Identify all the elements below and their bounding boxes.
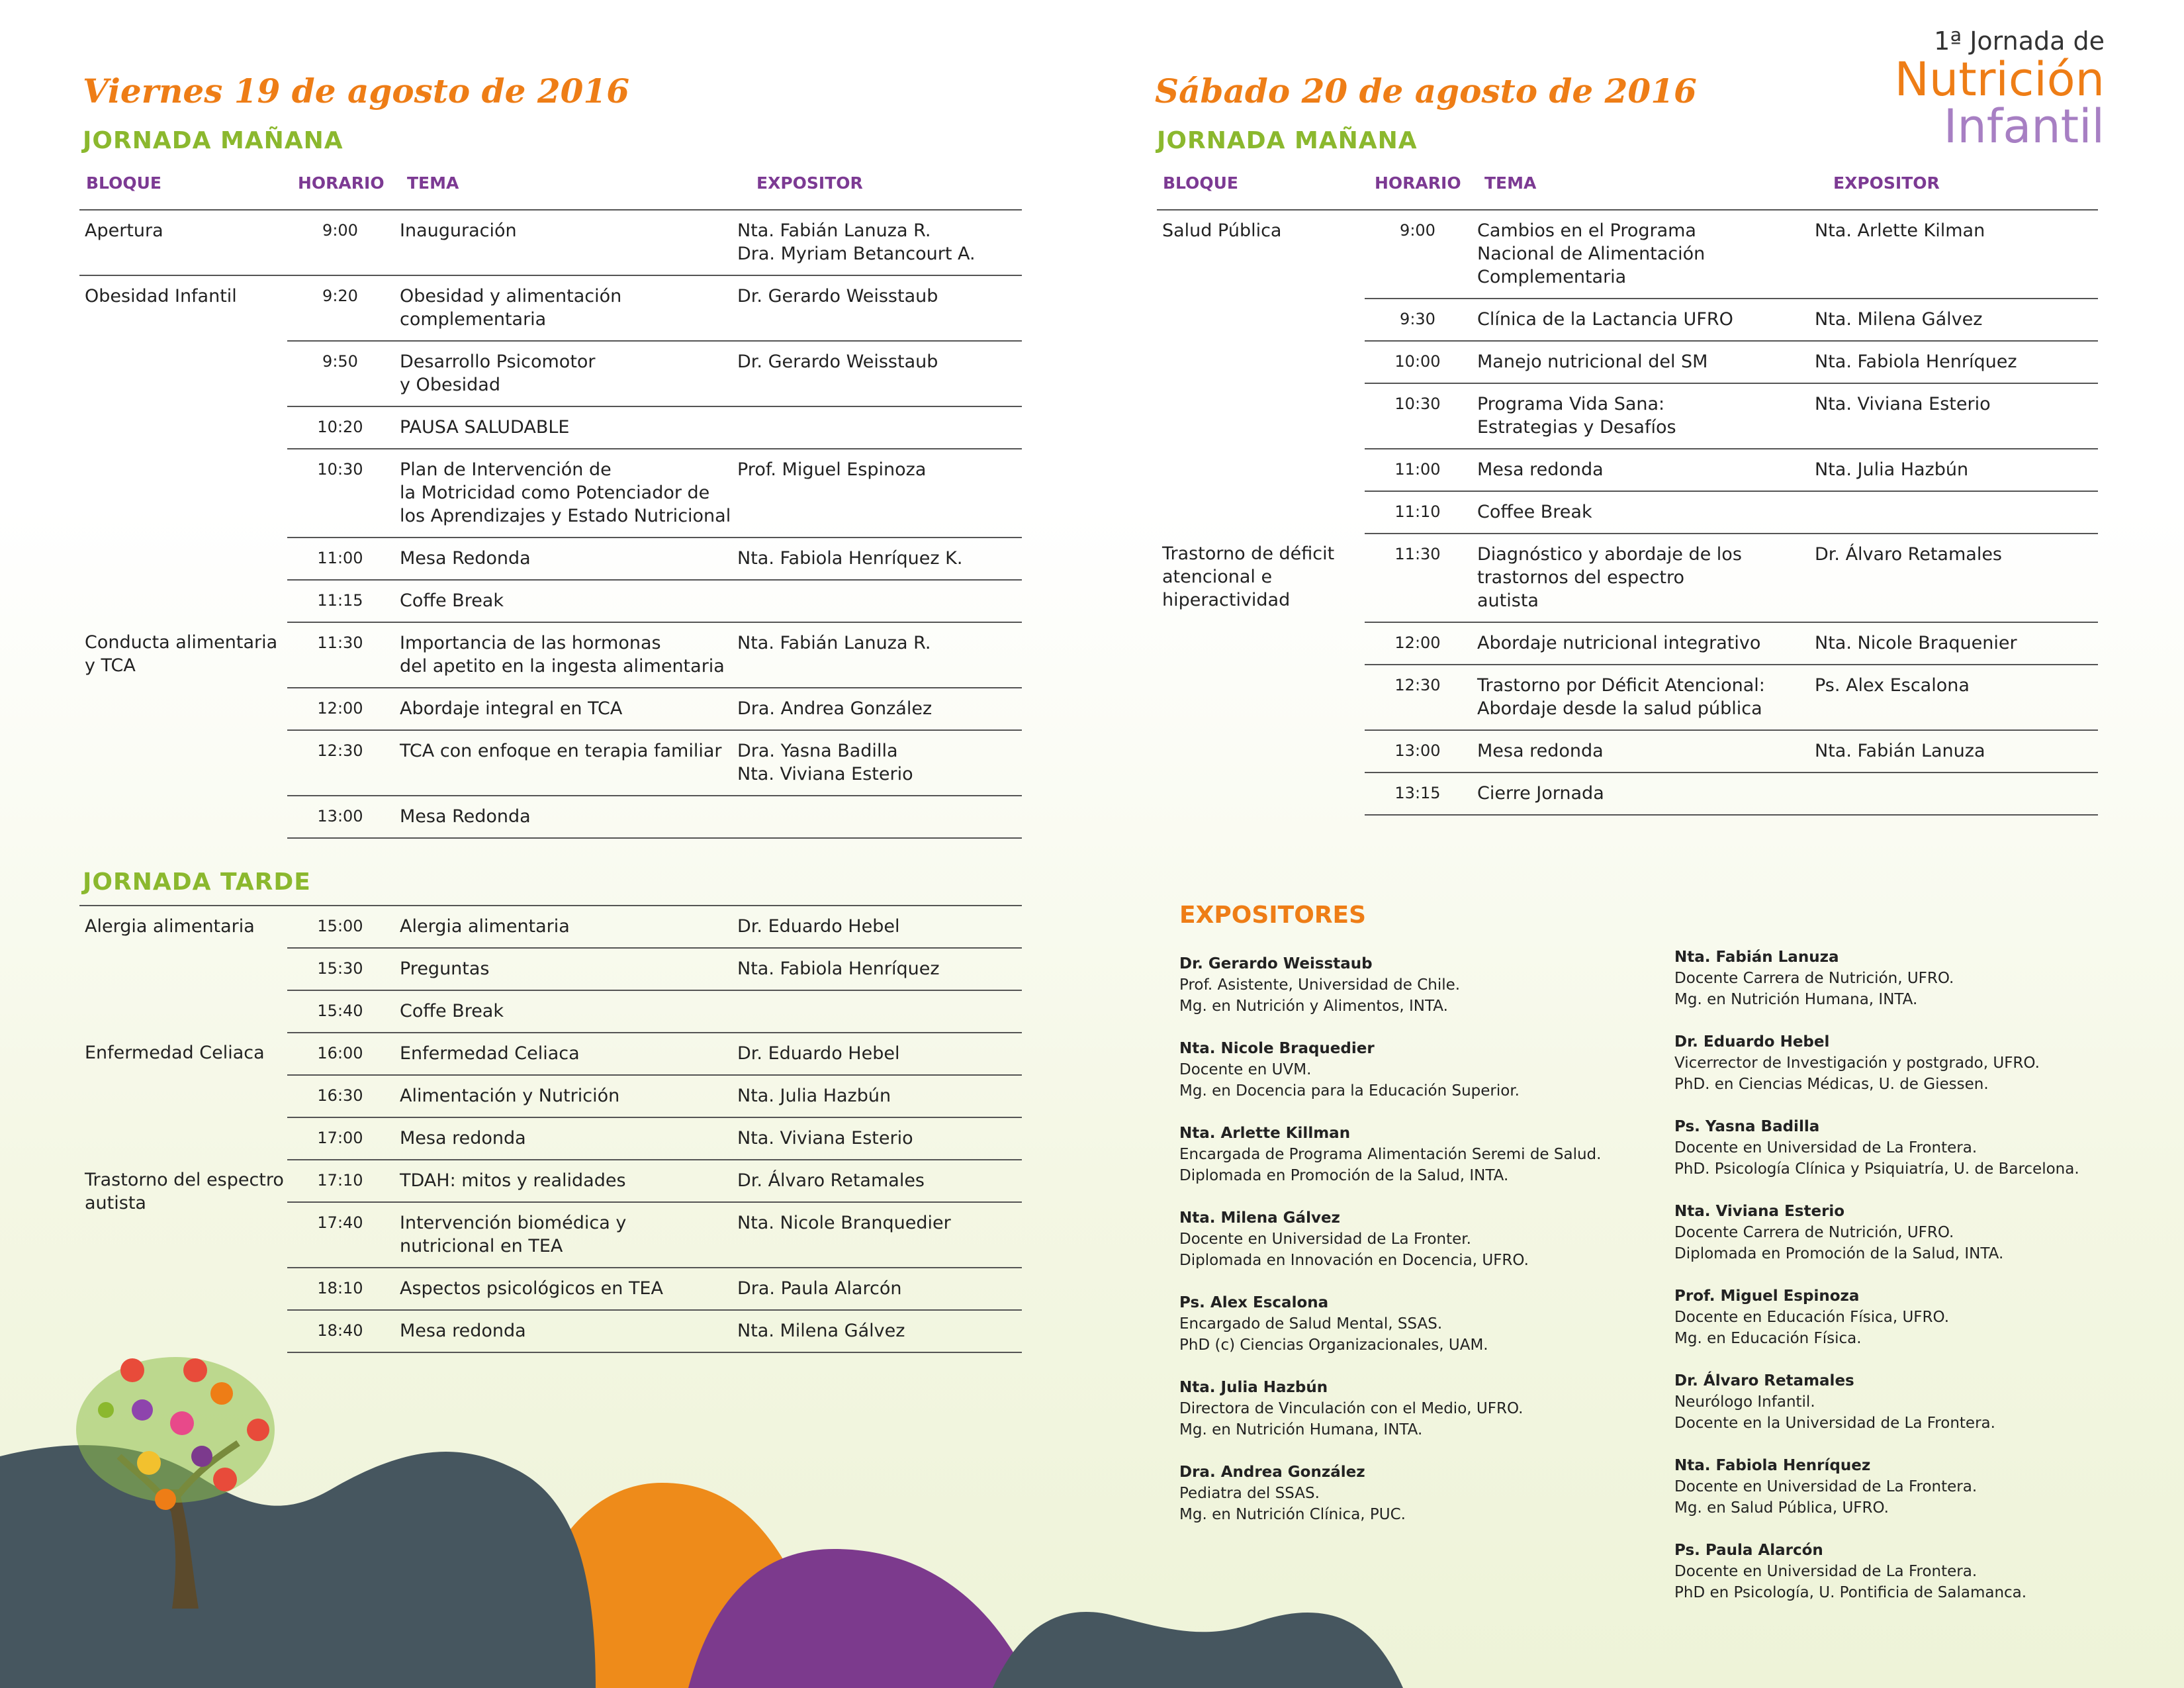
time-cell: 11:00 <box>287 538 393 580</box>
time-cell: 18:40 <box>287 1310 393 1352</box>
saturday-header-bloque: BLOQUE <box>1163 173 1238 193</box>
expositor-credential: Mg. en Nutrición Humana, INTA. <box>1179 1421 1423 1438</box>
expositor-cell: Nta. Nicole Braquenier <box>1815 622 2098 665</box>
expositor-credential: Mg. en Nutrición y Alimentos, INTA. <box>1179 998 1448 1015</box>
expositor-cell <box>737 406 1022 449</box>
time-cell: 15:00 <box>287 906 393 948</box>
expositor-credential: Docente en Educación Física, UFRO. <box>1674 1309 1949 1326</box>
time-cell: 10:20 <box>287 406 393 449</box>
schedule-row <box>79 1160 1022 1202</box>
time-cell: 11:10 <box>1365 491 1471 534</box>
expositor-name: Nta. Julia Hazbún <box>1179 1379 1328 1396</box>
expositor-cell: Dra. Andrea González <box>737 688 1022 730</box>
time-cell: 18:10 <box>287 1268 393 1310</box>
expositor-entry <box>1179 1038 1601 1102</box>
time-cell: 9:00 <box>1365 210 1471 299</box>
expositor-entry <box>1674 947 2079 1010</box>
bloque-cell: Salud Pública <box>1157 210 1365 534</box>
expositor-entry <box>1674 1116 2079 1180</box>
tema-cell: Mesa Redonda <box>393 538 737 580</box>
expositor-name: Nta. Milena Gálvez <box>1179 1209 1340 1227</box>
bloque-cell: Trastorno de déficit atencional e hiperactividad <box>1162 543 1335 610</box>
time-cell: 9:20 <box>287 275 393 341</box>
expositor-cell: Nta. Arlette Kilman <box>1815 210 2098 299</box>
expositor-name: Nta. Fabiola Henríquez <box>1674 1457 1871 1474</box>
expositor-cell: Dra. Paula Alarcón <box>737 1268 1022 1310</box>
saturday-header-horario: HORARIO <box>1375 173 1461 193</box>
tema-cell: Manejo nutricional del SM <box>1471 341 1815 383</box>
tema-cell: Inauguración <box>393 210 737 275</box>
expositor-cell: Nta. Milena Gálvez <box>737 1310 1022 1352</box>
expositor-entry <box>1179 1292 1601 1356</box>
time-cell: 12:00 <box>1365 622 1471 665</box>
tema-cell: Abordaje integral en TCA <box>393 688 737 730</box>
tema-cell: TCA con enfoque en terapia familiar <box>393 730 737 796</box>
tema-cell: Alergia alimentaria <box>393 906 737 948</box>
saturday-morning-title: JORNADA MAÑANA <box>1157 127 1418 154</box>
time-cell: 9:30 <box>1365 299 1471 341</box>
logo-line-3: Infantil <box>1943 99 2105 154</box>
bloque-cell: Apertura <box>79 210 287 275</box>
schedule-row <box>1157 534 2098 622</box>
expositor-cell: Nta. Fabián Lanuza <box>1815 730 2098 773</box>
expositor-credential: Mg. en Salud Pública, UFRO. <box>1674 1499 1889 1517</box>
bloque-cell: Alergia alimentaria <box>79 906 287 1033</box>
tema-cell: Obesidad y alimentación complementaria <box>393 275 737 341</box>
bloque-cell: Enfermedad Celiaca <box>85 1043 265 1063</box>
expositor-cell: Nta. Fabiola Henríquez K. <box>737 538 1022 580</box>
tema-cell: Coffee Break <box>1471 491 1815 534</box>
expositor-cell: Dr. Gerardo Weisstaub <box>737 341 1022 406</box>
expositor-cell: Dr. Álvaro Retamales <box>1815 534 2098 622</box>
saturday-morning-schedule <box>1157 209 2098 816</box>
expositor-entry <box>1674 1455 2079 1519</box>
tema-cell: PAUSA SALUDABLE <box>393 406 737 449</box>
time-cell: 13:00 <box>1365 730 1471 773</box>
expositor-cell: Nta. Fabián Lanuza R. <box>737 622 1022 688</box>
tema-cell: Aspectos psicológicos en TEA <box>393 1268 737 1310</box>
friday-header-bloque: BLOQUE <box>86 173 161 193</box>
time-cell: 17:10 <box>287 1160 393 1202</box>
tema-cell: TDAH: mitos y realidades <box>393 1160 737 1202</box>
expositor-cell <box>737 796 1022 838</box>
schedule-row <box>79 906 1022 948</box>
expositor-name: Nta. Nicole Braquedier <box>1179 1040 1375 1057</box>
tema-cell: Programa Vida Sana: Estrategias y Desafíos <box>1471 383 1815 449</box>
expositor-name: Ps. Paula Alarcón <box>1674 1542 1823 1559</box>
schedule-row <box>79 1033 1022 1075</box>
expositor-name: Dr. Gerardo Weisstaub <box>1179 955 1373 972</box>
time-cell: 9:00 <box>287 210 393 275</box>
time-cell: 12:00 <box>287 688 393 730</box>
time-cell: 9:50 <box>287 341 393 406</box>
friday-header-horario: HORARIO <box>298 173 385 193</box>
logo-line-1: 1ª Jornada de <box>1934 26 2105 56</box>
expositor-credential: Pediatra del SSAS. <box>1179 1485 1320 1502</box>
expositor-cell: Nta. Julia Hazbún <box>737 1075 1022 1117</box>
expositor-credential: Diplomada en Promoción de la Salud, INTA. <box>1179 1167 1509 1184</box>
expositor-credential: Docente en Universidad de La Frontera. <box>1674 1478 1978 1495</box>
expositor-cell <box>1815 773 2098 815</box>
expositor-credential: Vicerrector de Investigación y postgrado, UFRO. <box>1674 1055 2040 1072</box>
tema-cell: Clínica de la Lactancia UFRO <box>1471 299 1815 341</box>
expositor-name: Dra. Andrea González <box>1179 1464 1365 1481</box>
expositor-entry <box>1674 1031 2079 1095</box>
time-cell: 17:40 <box>287 1202 393 1268</box>
expositor-cell: Nta. Fabián Lanuza R. Dra. Myriam Betancourt A. <box>737 210 1022 275</box>
friday-afternoon-title: JORNADA TARDE <box>83 868 311 896</box>
time-cell: 11:15 <box>287 580 393 622</box>
expositor-cell: Nta. Julia Hazbún <box>1815 449 2098 491</box>
bloque-cell: Conducta alimentaria y TCA <box>85 632 278 676</box>
expositor-cell: Dr. Eduardo Hebel <box>737 906 1022 948</box>
expositor-credential: Encargada de Programa Alimentación Seremi de Salud. <box>1179 1146 1602 1163</box>
time-cell: 10:00 <box>1365 341 1471 383</box>
bloque-cell: Trastorno del espectro autista <box>85 1170 284 1213</box>
time-cell: 17:00 <box>287 1117 393 1160</box>
expositor-cell: Nta. Viviana Esterio <box>737 1117 1022 1160</box>
dark-wave-left <box>0 1445 596 1688</box>
time-cell: 13:00 <box>287 796 393 838</box>
tema-cell: Desarrollo Psicomotor y Obesidad <box>393 341 737 406</box>
expositor-cell <box>737 580 1022 622</box>
expositor-credential: Docente en Universidad de La Fronter. <box>1179 1231 1471 1248</box>
expositor-name: Nta. Fabián Lanuza <box>1674 949 1839 966</box>
time-cell: 10:30 <box>1365 383 1471 449</box>
expositor-cell: Ps. Alex Escalona <box>1815 665 2098 730</box>
expositor-credential: Prof. Asistente, Universidad de Chile. <box>1179 976 1461 994</box>
logo-line-2: Nutrición <box>1894 52 2105 107</box>
expositor-credential: PhD (c) Ciencias Organizacionales, UAM. <box>1179 1336 1488 1354</box>
expositor-cell: Nta. Fabiola Henríquez <box>1815 341 2098 383</box>
tema-cell: Trastorno por Déficit Atencional: Abordaje desde la salud pública <box>1471 665 1815 730</box>
expositor-credential: Diplomada en Innovación en Docencia, UFRO. <box>1179 1252 1529 1269</box>
schedule-row <box>79 210 1022 275</box>
expositor-entry <box>1179 1377 1601 1440</box>
expositor-cell: Prof. Miguel Espinoza <box>737 449 1022 538</box>
expositor-credential: Directora de Vinculación con el Medio, UFRO. <box>1179 1400 1524 1417</box>
expositor-cell: Nta. Nicole Branquedier <box>737 1202 1022 1268</box>
friday-header-tema: TEMA <box>407 173 459 193</box>
expositores-left-column <box>1179 953 1601 1546</box>
time-cell: 10:30 <box>287 449 393 538</box>
tema-cell: Mesa Redonda <box>393 796 737 838</box>
expositor-credential: Mg. en Educación Física. <box>1674 1330 1862 1347</box>
expositor-cell: Nta. Milena Gálvez <box>1815 299 2098 341</box>
time-cell: 11:30 <box>1365 534 1471 622</box>
expositor-credential: Mg. en Nutrición Humana, INTA. <box>1674 991 1918 1008</box>
expositor-cell: Dr. Álvaro Retamales <box>737 1160 1022 1202</box>
expositor-cell: Dra. Yasna Badilla Nta. Viviana Esterio <box>737 730 1022 796</box>
expositor-entry <box>1179 1207 1601 1271</box>
expositor-entry <box>1179 1462 1601 1525</box>
expositor-credential: Docente en UVM. <box>1179 1061 1312 1078</box>
expositor-name: Nta. Viviana Esterio <box>1674 1203 1845 1220</box>
schedule-row <box>1157 210 2098 299</box>
tema-cell: Diagnóstico y abordaje de los trastornos del espectro autista <box>1471 534 1815 622</box>
tema-cell: Mesa redonda <box>393 1117 737 1160</box>
expositor-credential: Diplomada en Promoción de la Salud, INTA. <box>1674 1245 2004 1262</box>
expositor-entry <box>1179 1123 1601 1186</box>
expositor-cell: Nta. Viviana Esterio <box>1815 383 2098 449</box>
expositor-cell: Dr. Eduardo Hebel <box>737 1033 1022 1075</box>
saturday-header-tema: TEMA <box>1484 173 1537 193</box>
tema-cell: Intervención biomédica y nutricional en TEA <box>393 1202 737 1268</box>
expositor-credential: Docente en Universidad de La Frontera. <box>1674 1139 1978 1156</box>
expositor-name: Ps. Yasna Badilla <box>1674 1118 1820 1135</box>
expositor-credential: Mg. en Docencia para la Educación Superior. <box>1179 1082 1520 1100</box>
tema-cell: Enfermedad Celiaca <box>393 1033 737 1075</box>
time-cell: 15:30 <box>287 948 393 990</box>
expositor-cell <box>737 990 1022 1033</box>
expositor-cell: Dr. Gerardo Weisstaub <box>737 275 1022 341</box>
time-cell: 11:00 <box>1365 449 1471 491</box>
tema-cell: Importancia de las hormonas del apetito en la ingesta alimentaria <box>393 622 737 688</box>
expositor-name: Ps. Alex Escalona <box>1179 1294 1329 1311</box>
bloque-cell: Obesidad Infantil <box>85 286 237 306</box>
expositor-credential: Encargado de Salud Mental, SSAS. <box>1179 1315 1443 1333</box>
expositor-name: Nta. Arlette Killman <box>1179 1125 1351 1142</box>
tema-cell: Cambios en el Programa Nacional de Alimentación Complementaria <box>1471 210 1815 299</box>
tema-cell: Cierre Jornada <box>1471 773 1815 815</box>
friday-morning-schedule <box>79 209 1022 839</box>
event-logo <box>1894 26 2105 154</box>
time-cell: 13:15 <box>1365 773 1471 815</box>
time-cell: 12:30 <box>287 730 393 796</box>
tema-cell: Coffe Break <box>393 990 737 1033</box>
expositor-entry <box>1179 953 1601 1017</box>
time-cell: 12:30 <box>1365 665 1471 730</box>
friday-title: Viernes 19 de agosto de 2016 <box>83 71 630 111</box>
tema-cell: Alimentación y Nutrición <box>393 1075 737 1117</box>
time-cell: 16:00 <box>287 1033 393 1075</box>
expositor-entry <box>1674 1370 2079 1434</box>
expositor-entry <box>1674 1286 2079 1349</box>
saturday-header-expositor: EXPOSITOR <box>1833 173 1940 193</box>
expositor-cell <box>1815 491 2098 534</box>
expositor-name: Prof. Miguel Espinoza <box>1674 1288 1860 1305</box>
friday-header-expositor: EXPOSITOR <box>756 173 863 193</box>
expositor-name: Dr. Eduardo Hebel <box>1674 1033 1830 1051</box>
schedule-row <box>79 622 1022 688</box>
expositor-credential: Docente en la Universidad de La Frontera. <box>1674 1415 1995 1432</box>
tema-cell: Mesa redonda <box>1471 730 1815 773</box>
tema-cell: Mesa redonda <box>393 1310 737 1352</box>
expositor-credential: PhD en Psicología, U. Pontificia de Salamanca. <box>1674 1584 2027 1601</box>
expositores-right-column <box>1674 947 2079 1624</box>
saturday-title: Sábado 20 de agosto de 2016 <box>1155 71 1697 111</box>
time-cell: 15:40 <box>287 990 393 1033</box>
time-cell: 11:30 <box>287 622 393 688</box>
tema-cell: Coffe Break <box>393 580 737 622</box>
expositores-title: EXPOSITORES <box>1179 902 1367 929</box>
tema-cell: Mesa redonda <box>1471 449 1815 491</box>
expositor-credential: Mg. en Nutrición Clínica, PUC. <box>1179 1506 1406 1523</box>
expositor-name: Dr. Álvaro Retamales <box>1674 1372 1854 1389</box>
expositor-cell: Nta. Fabiola Henríquez <box>737 948 1022 990</box>
time-cell: 16:30 <box>287 1075 393 1117</box>
schedule-row <box>79 275 1022 341</box>
expositor-credential: PhD. en Ciencias Médicas, U. de Giessen. <box>1674 1076 1989 1093</box>
expositor-entry <box>1674 1540 2079 1603</box>
expositor-entry <box>1674 1201 2079 1264</box>
friday-morning-title: JORNADA MAÑANA <box>83 127 343 154</box>
tema-cell: Abordaje nutricional integrativo <box>1471 622 1815 665</box>
expositor-credential: Neurólogo Infantil. <box>1674 1393 1815 1411</box>
expositor-credential: Docente Carrera de Nutrición, UFRO. <box>1674 970 1954 987</box>
dark-wave-right <box>993 1612 1403 1688</box>
expositor-credential: PhD. Psicología Clínica y Psiquiatría, U. de Barcelona. <box>1674 1160 2079 1178</box>
expositor-credential: Docente en Universidad de La Frontera. <box>1674 1563 1978 1580</box>
friday-afternoon-schedule <box>79 905 1022 1353</box>
tema-cell: Plan de Intervención de la Motricidad como Potenciador de los Aprendizajes y Estado Nutricional <box>393 449 737 538</box>
tema-cell: Preguntas <box>393 948 737 990</box>
expositor-credential: Docente Carrera de Nutrición, UFRO. <box>1674 1224 1954 1241</box>
